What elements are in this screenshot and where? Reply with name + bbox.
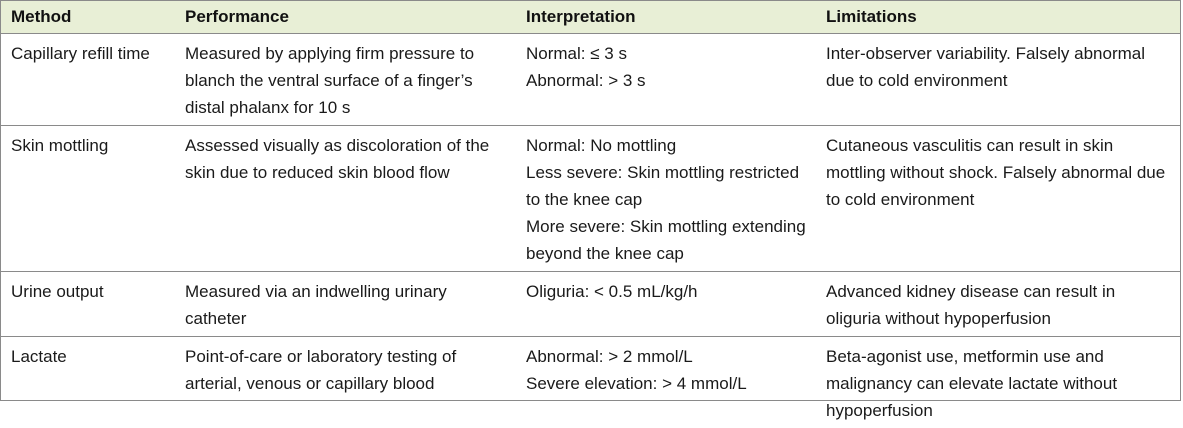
cell-limitations: Beta-agonist use, metformin use and malignancy can elevate lactate without hypoperfusion xyxy=(816,337,1180,428)
table-row xyxy=(1,126,1180,272)
header-interpretation: Interpretation xyxy=(516,1,816,34)
interpretation-line: Abnormal: > 3 s xyxy=(526,67,806,94)
perfusion-methods-table xyxy=(1,1,1180,428)
interpretation-line: Normal: ≤ 3 s xyxy=(526,40,806,67)
interpretation-line: Normal: No mottling xyxy=(526,132,806,159)
cell-method: Urine output xyxy=(1,272,175,337)
cell-method: Skin mottling xyxy=(1,126,175,272)
table-row xyxy=(1,34,1180,126)
cell-interpretation xyxy=(516,34,816,126)
header-method: Method xyxy=(1,1,175,34)
table-row xyxy=(1,337,1180,428)
cell-limitations: Inter-observer variability. Falsely abnormal due to cold environment xyxy=(816,34,1180,126)
interpretation-line: Severe elevation: > 4 mmol/L xyxy=(526,370,806,397)
cell-interpretation xyxy=(516,126,816,272)
cell-limitations: Cutaneous vasculitis can result in skin mottling without shock. Falsely abnormal due to cold environment xyxy=(816,126,1180,272)
cell-limitations: Advanced kidney disease can result in oliguria without hypoperfusion xyxy=(816,272,1180,337)
table-header-row xyxy=(1,1,1180,34)
interpretation-line: Abnormal: > 2 mmol/L xyxy=(526,343,806,370)
cell-performance: Measured via an indwelling urinary catheter xyxy=(175,272,516,337)
cell-method: Capillary refill time xyxy=(1,34,175,126)
cell-interpretation xyxy=(516,337,816,428)
cell-performance: Measured by applying firm pressure to blanch the ventral surface of a finger’s distal phalanx for 10 s xyxy=(175,34,516,126)
table-row xyxy=(1,272,1180,337)
header-performance: Performance xyxy=(175,1,516,34)
interpretation-line: Oliguria: < 0.5 mL/kg/h xyxy=(526,278,806,305)
interpretation-line: More severe: Skin mottling extending beyond the knee cap xyxy=(526,213,806,267)
cell-performance: Assessed visually as discoloration of the skin due to reduced skin blood flow xyxy=(175,126,516,272)
interpretation-line: Less severe: Skin mottling restricted to the knee cap xyxy=(526,159,806,213)
cell-interpretation xyxy=(516,272,816,337)
header-limitations: Limitations xyxy=(816,1,1180,34)
cell-method: Lactate xyxy=(1,337,175,428)
cell-performance: Point-of-care or laboratory testing of arterial, venous or capillary blood xyxy=(175,337,516,428)
